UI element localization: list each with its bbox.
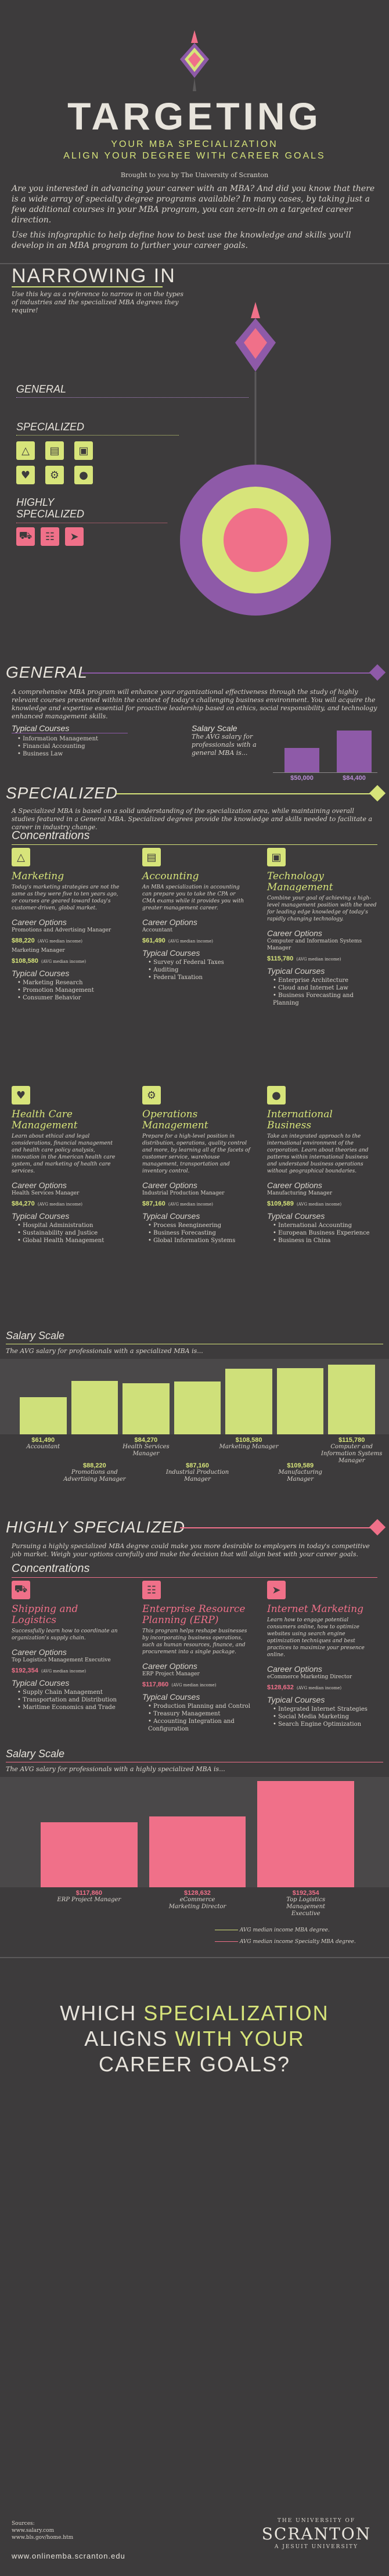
typical-courses-list <box>267 1706 377 1728</box>
concentration-international <box>267 1086 377 1244</box>
concentration-technology <box>267 848 377 1007</box>
chart-value-label: $117,860 <box>75 1890 102 1897</box>
general-courses-title: Typical Courses <box>12 724 70 733</box>
career-options-title: Career Options <box>267 1664 322 1674</box>
concentration-desc: This program helps reshape businesses by incorporating business operations, such as human resources, finance, and procurement into a single package. <box>142 1628 247 1655</box>
chart-bar <box>225 1369 272 1434</box>
logo-top: THE UNIVERSITY OF <box>277 2518 356 2524</box>
career-options-title: Career Options <box>142 1661 197 1671</box>
concentration-title: Enterprise Resource Planning (ERP) <box>142 1603 246 1626</box>
chart-bar <box>337 731 372 772</box>
concentration-desc: Combine your goal of achieving a high-level management position with the need for leading edge knowledge of today's rapidly changing technology. <box>267 895 377 922</box>
globe-icon: ● <box>74 466 93 484</box>
narrowing-target-graphic <box>174 302 383 656</box>
concentration-title: Health Care Management <box>12 1109 78 1131</box>
concentration-title: International Business <box>267 1109 333 1131</box>
list-item: • Enterprise Architecture <box>273 977 377 984</box>
list-item: • Maritime Economics and Trade <box>17 1704 122 1711</box>
chart-tick-label: $50,000 <box>290 775 314 782</box>
footer-url[interactable]: www.onlinemba.scranton.edu <box>12 2552 125 2560</box>
closing-word: WHICH <box>60 2001 144 2025</box>
concentration-desc: Learn how to engage potential consumers online, how to optimize websites using search engine optimization techniques and best practices to maximize your presence online. <box>267 1617 365 1658</box>
concentration-title: Marketing <box>12 870 64 882</box>
typical-courses-list <box>12 1222 122 1244</box>
concentration-shipping <box>12 1581 122 1711</box>
closing-question <box>0 2001 389 2077</box>
source-link[interactable]: www.bls.gov/home.htm <box>12 2535 74 2541</box>
key-general-label: GENERAL <box>16 383 67 395</box>
career-option-name: ERP Project Manager <box>142 1671 200 1677</box>
general-salary-title: Salary Scale <box>192 724 237 733</box>
chart-value-label: $109,589 <box>287 1462 314 1469</box>
chart-value-label: $61,490 <box>31 1437 55 1444</box>
typical-courses-list <box>142 1703 253 1733</box>
career-option-name: Promotions and Advertising Manager <box>12 927 111 933</box>
career-option-name: eCommerce Marketing Director <box>267 1674 352 1680</box>
typical-courses-title: Typical Courses <box>142 1692 200 1701</box>
typical-courses-list <box>267 1222 377 1244</box>
concentration-desc: Learn about ethical and legal considerations, financial management and health care policy analysis, innovation in the American health care system, and marketing of health care services. <box>12 1134 116 1174</box>
career-options-title: Career Options <box>12 1647 67 1657</box>
career-option-note: (AVG median income) <box>296 1686 342 1690</box>
general-salary-desc: The AVG salary for professionals with a general MBA is... <box>192 733 257 757</box>
concentration-title: Shipping and Logistics <box>12 1603 78 1626</box>
list-item: • Business Forecasting and Planning <box>273 992 377 1007</box>
highly-desc: Pursuing a highly specialized MBA degree could make you more desirable to employers in today's competitive job market. Weigh your options carefully and make the decision that will align best with your career goals. <box>12 1542 370 1558</box>
chart-bar <box>20 1397 67 1434</box>
general-title: GENERAL <box>6 663 88 681</box>
divider <box>0 263 389 264</box>
concentration-title: Technology Management <box>267 870 333 893</box>
career-option-note: (AVG median income) <box>41 959 87 964</box>
chart-category-label: Accountant <box>26 1444 60 1450</box>
career-option-note: (AVG median income) <box>171 1683 217 1688</box>
chart-bar <box>149 1816 246 1887</box>
sources <box>12 2520 73 2541</box>
general-salary-chart <box>273 723 377 782</box>
list-item: • Search Engine Optimization <box>273 1721 377 1728</box>
career-option-note: (AVG median income) <box>41 1669 87 1674</box>
intro-paragraph-2: Use this infographic to help define how to best use the knowledge and skills you'll develop in an MBA program to further your career goals. <box>12 231 351 250</box>
key-highly-label: HIGHLY SPECIALIZED <box>16 497 85 520</box>
career-option-note: (AVG median income) <box>296 957 341 962</box>
general-desc: A comprehensive MBA program will enhance your organizational effectiveness through the study of highly relevant courses presented within the context of today's challenging business environment. You will acquire the knowledge and expertise essential for proactive leadership based on ethics, social responsibility, and technology enhanced management skills. <box>12 688 377 720</box>
list-item: • Transportation and Distribution <box>17 1696 122 1704</box>
list-item: • Accounting Integration and Configuration <box>148 1718 253 1733</box>
list-item: • Business in China <box>273 1237 377 1244</box>
key-general-line <box>16 397 248 398</box>
specialized-icons <box>16 441 98 484</box>
chart-category-label: eCommerce Marketing Director <box>168 1897 226 1910</box>
typical-courses-list <box>142 959 247 981</box>
page-subtitle-1: YOUR MBA SPECIALIZATION <box>111 139 278 149</box>
list-item: • Promotion Management <box>17 987 122 994</box>
concentration-desc: Successfully learn how to coordinate an organization's supply chain. <box>12 1628 118 1641</box>
specialized-salary-desc: The AVG salary for professionals with a specialized MBA is... <box>6 1347 203 1355</box>
chart-bar <box>174 1381 221 1434</box>
chart-category-label: Health Services Manager <box>123 1444 170 1457</box>
chart-value-label: $115,780 <box>338 1437 365 1444</box>
chart-bar-label <box>165 1462 229 1483</box>
page-title: TARGETING <box>67 95 322 138</box>
gears-icon: ⚙ <box>45 466 64 484</box>
chart-bar <box>257 1781 354 1887</box>
concentration-erp <box>142 1581 253 1733</box>
career-option-name: Manufacturing Manager <box>267 1190 333 1196</box>
legend-text: AVG median income MBA degree. <box>239 1927 330 1933</box>
career-option-salary: $88,220 <box>12 937 35 944</box>
chart-bar-label <box>57 1890 121 1904</box>
closing-word: WITH YOUR <box>175 2027 305 2050</box>
key-specialized-line <box>16 435 179 436</box>
list-item: • Sustainability and Justice <box>17 1229 122 1237</box>
chart-value-label: $84,270 <box>134 1437 158 1444</box>
university-logo <box>255 2517 377 2550</box>
chart-category-label: Manufacturing Manager <box>278 1469 322 1483</box>
list-item: • Marketing Research <box>17 979 122 987</box>
concentration-desc: An MBA specialization in accounting can prepare you to take the CPA or CMA exams while it provides you with greater management career. <box>142 884 244 911</box>
list-item: • Auditing <box>148 966 247 974</box>
chart-bar <box>328 1365 375 1434</box>
chart-category-label: Marketing Manager <box>219 1444 279 1450</box>
brought-by: Brought to you by The University of Scranton <box>120 171 269 179</box>
chart-value-label: $88,220 <box>82 1462 106 1469</box>
general-chart-axis <box>273 772 377 773</box>
chart-bar-label <box>114 1437 178 1458</box>
sources-label: Sources: <box>12 2521 35 2527</box>
highly-title: HIGHLY SPECIALIZED <box>6 1518 186 1536</box>
concentration-operations <box>142 1086 253 1244</box>
career-option-note: (AVG median income) <box>37 939 82 944</box>
specialized-rule <box>116 793 372 794</box>
concentration-desc: Today's marketing strategies are not the same as they were five to ten years ago, or courses are geared toward today's customer-driven, global market. <box>12 884 120 911</box>
intro-paragraph-1: Are you interested in advancing your career with an MBA? And did you know that there is a wide array of specialty degree programs available? In many cases, by taking just a few additional courses in your MBA program, you can zero-in on a targeted career direction. <box>12 184 375 225</box>
truck-icon: ⛟ <box>12 1581 30 1599</box>
highly-rule <box>180 1527 372 1528</box>
chart-bar-label <box>217 1437 281 1451</box>
typical-courses-title: Typical Courses <box>12 969 70 978</box>
chart-bar <box>71 1381 118 1434</box>
career-option-name: Marketing Manager <box>12 948 65 954</box>
calculator-icon: ▤ <box>45 441 64 460</box>
chart-tick-label: $84,400 <box>343 775 366 782</box>
narrowing-desc: Use this key as a reference to narrow in on the types of industries and the specialized MBA degrees they require! <box>12 290 183 314</box>
list-item: • Information Management <box>17 735 145 743</box>
chart-category-label: Industrial Production Manager <box>165 1469 229 1483</box>
career-options-title: Career Options <box>142 1181 197 1190</box>
career-option-name: Industrial Production Manager <box>142 1190 225 1196</box>
page-subtitle-2: ALIGN YOUR DEGREE WITH CAREER GOALS <box>63 151 326 161</box>
list-item: • Survey of Federal Taxes <box>148 959 247 966</box>
chart-icon: △ <box>16 441 35 460</box>
specialized-concentrations-title: Concentrations <box>12 829 90 842</box>
globe-icon: ● <box>267 1086 286 1104</box>
chart-value-label: $192,354 <box>292 1890 319 1897</box>
chart-bar-label <box>11 1437 75 1451</box>
specialized-title: SPECIALIZED <box>6 784 118 802</box>
calculator-icon: ▤ <box>142 848 161 866</box>
list-item: • Global Health Management <box>17 1237 122 1244</box>
career-option-salary: $192,354 <box>12 1667 38 1674</box>
narrowing-title: NARROWING IN <box>12 265 176 287</box>
list-item: • European Business Experience <box>273 1229 377 1237</box>
list-item: • Supply Chain Management <box>17 1689 122 1696</box>
legend-line <box>215 1941 238 1942</box>
monitor-icon: ▣ <box>74 441 93 460</box>
legend-mba <box>215 1927 330 1934</box>
career-option-salary: $117,860 <box>142 1681 169 1688</box>
logo-main: SCRANTON <box>261 2524 372 2543</box>
career-option-note: (AVG median income) <box>168 939 213 944</box>
typical-courses-title: Typical Courses <box>267 1695 325 1704</box>
specialized-header <box>0 783 389 806</box>
chart-bar-label <box>320 1437 384 1465</box>
career-option-salary: $108,580 <box>12 958 38 965</box>
truck-icon: ⛟ <box>16 527 35 546</box>
highly-salary-desc: The AVG salary for professionals with a highly specialized MBA is... <box>6 1765 225 1773</box>
chart-icon: △ <box>12 848 30 866</box>
career-option-salary: $87,160 <box>142 1200 165 1207</box>
narrowing-rule <box>12 286 163 287</box>
typical-courses-title: Typical Courses <box>267 1211 325 1221</box>
list-item: • Global Information Systems <box>148 1237 253 1244</box>
typical-courses-title: Typical Courses <box>142 948 200 958</box>
list-item: • Treasury Management <box>148 1710 253 1718</box>
list-item: • Business Forecasting <box>148 1229 253 1237</box>
legend-text: AVG median income Specialty MBA degree. <box>239 1939 356 1945</box>
general-courses-list <box>12 735 145 758</box>
list-item: • Hospital Administration <box>17 1222 122 1229</box>
list-item: • Consumer Behavior <box>17 994 122 1002</box>
career-option-salary: $115,780 <box>267 955 294 962</box>
source-link[interactable]: www.salary.com <box>12 2528 55 2534</box>
concentration-health-care <box>12 1086 122 1244</box>
chart-category-label: ERP Project Manager <box>57 1897 121 1903</box>
highly-salary-labels <box>35 1890 360 1919</box>
list-item: • Social Media Marketing <box>273 1713 377 1721</box>
chart-bar <box>284 748 319 773</box>
typical-courses-title: Typical Courses <box>142 1211 200 1221</box>
career-option-name: Computer and Information Systems Manager <box>267 938 362 951</box>
career-option-note: (AVG median income) <box>37 1202 82 1207</box>
chart-category-label: Promotions and Advertising Manager <box>63 1469 126 1483</box>
chart-category-label: Top Logistics Management Executive <box>286 1897 326 1917</box>
heart-icon: ♥ <box>16 466 35 484</box>
general-rule <box>81 672 372 674</box>
chart-bar <box>41 1822 138 1887</box>
concentrations-rule <box>12 844 377 845</box>
career-options-title: Career Options <box>267 929 322 938</box>
chart-value-label: $87,160 <box>186 1462 209 1469</box>
career-option-salary: $84,270 <box>12 1200 35 1207</box>
list-item: • International Accounting <box>273 1222 377 1229</box>
chart-category-label: Computer and Information Systems Manager <box>321 1444 383 1464</box>
list-item: • Cloud and Internet Law <box>273 984 377 992</box>
concentration-title: Operations Management <box>142 1109 208 1131</box>
cursor-icon: ➤ <box>267 1581 286 1599</box>
heart-icon: ♥ <box>12 1086 30 1104</box>
chart-bar-label <box>274 1890 338 1917</box>
cursor-icon: ➤ <box>65 527 84 546</box>
typical-courses-list <box>12 979 122 1002</box>
diamond-icon <box>369 664 386 681</box>
hierarchy-icon: ☷ <box>142 1581 161 1599</box>
chart-value-label: $128,632 <box>184 1890 211 1897</box>
career-options-title: Career Options <box>142 918 197 927</box>
career-option-name: Health Services Manager <box>12 1190 80 1196</box>
highly-icons <box>16 527 84 546</box>
typical-courses-list <box>267 977 377 1007</box>
career-option-note: (AVG median income) <box>296 1202 342 1207</box>
key-specialized-label: SPECIALIZED <box>16 421 85 433</box>
list-item: • Federal Taxation <box>148 974 247 981</box>
career-option-name: Top Logistics Management Executive <box>12 1657 111 1663</box>
typical-courses-title: Typical Courses <box>12 1211 70 1221</box>
chart-bar <box>123 1383 170 1434</box>
logo-sub: A JESUIT UNIVERSITY <box>274 2544 359 2550</box>
highly-concentrations-title: Concentrations <box>12 1562 90 1575</box>
diamond-icon <box>369 785 386 801</box>
typical-courses-list <box>142 1222 253 1244</box>
career-option-name: Accountant <box>142 927 172 933</box>
chart-value-label: $108,580 <box>235 1437 262 1444</box>
career-options-title: Career Options <box>267 1181 322 1190</box>
concentration-desc: Prepare for a high-level position in distribution, operations, quality control and more, by learning all of the facets of customer service, warehouse management, transportation and inventory control. <box>142 1134 250 1174</box>
list-item: • Business Law <box>17 750 145 758</box>
typical-courses-list <box>12 1689 122 1711</box>
career-option-salary: $128,632 <box>267 1684 294 1691</box>
closing-word: CAREER GOALS? <box>98 2052 291 2076</box>
concentrations-rule <box>12 1577 377 1578</box>
concentration-title: Internet Marketing <box>267 1603 364 1615</box>
hierarchy-icon: ☷ <box>41 527 59 546</box>
highly-salary-title: Salary Scale <box>6 1748 65 1760</box>
gears-icon: ⚙ <box>142 1086 161 1104</box>
divider <box>0 1957 389 1958</box>
career-option-salary: $61,490 <box>142 937 165 944</box>
chart-bar-label <box>268 1462 332 1483</box>
list-item: • Financial Accounting <box>17 743 145 750</box>
career-option-note: (AVG median income) <box>168 1202 213 1207</box>
highly-salary-chart <box>35 1777 360 1887</box>
closing-word: ALIGNS <box>84 2027 175 2050</box>
closing-word: SPECIALIZATION <box>143 2001 329 2025</box>
diamond-icon <box>369 1519 386 1535</box>
concentration-internet-marketing <box>267 1581 377 1728</box>
typical-courses-title: Typical Courses <box>267 966 325 976</box>
specialized-salary-chart <box>17 1359 377 1434</box>
highly-header <box>0 1517 389 1540</box>
specialized-salary-title: Salary Scale <box>6 1330 65 1341</box>
concentration-accounting <box>142 848 247 981</box>
concentration-desc: Take an integrated approach to the international environment of the corporation. Learn about theories and patterns within international business and understand business operations without geographical boundaries. <box>267 1134 369 1174</box>
concentration-marketing <box>12 848 122 1002</box>
specialized-salary-labels <box>17 1437 383 1501</box>
career-options-title: Career Options <box>12 918 67 927</box>
chart-bar-label <box>63 1462 127 1483</box>
chart-bar <box>277 1368 324 1434</box>
list-item: • Production Planning and Control <box>148 1703 253 1710</box>
monitor-icon: ▣ <box>267 848 286 866</box>
list-item: • Integrated Internet Strategies <box>273 1706 377 1713</box>
career-options-title: Career Options <box>12 1181 67 1190</box>
header-target-graphic <box>174 30 215 94</box>
typical-courses-title: Typical Courses <box>12 1678 70 1688</box>
legend-specialty <box>215 1938 356 1945</box>
concentration-title: Accounting <box>142 870 199 882</box>
career-option-salary: $109,589 <box>267 1200 294 1207</box>
specialized-desc: A Specialized MBA is based on a solid understanding of the specialization area, while maintaining overall studies featured in a General MBA. Specialized degrees provide the knowledge and skills needed to facilitate a career in industry change. <box>12 807 373 831</box>
list-item: • Process Reengineering <box>148 1222 253 1229</box>
chart-bar-label <box>165 1890 229 1911</box>
general-header <box>0 662 389 685</box>
